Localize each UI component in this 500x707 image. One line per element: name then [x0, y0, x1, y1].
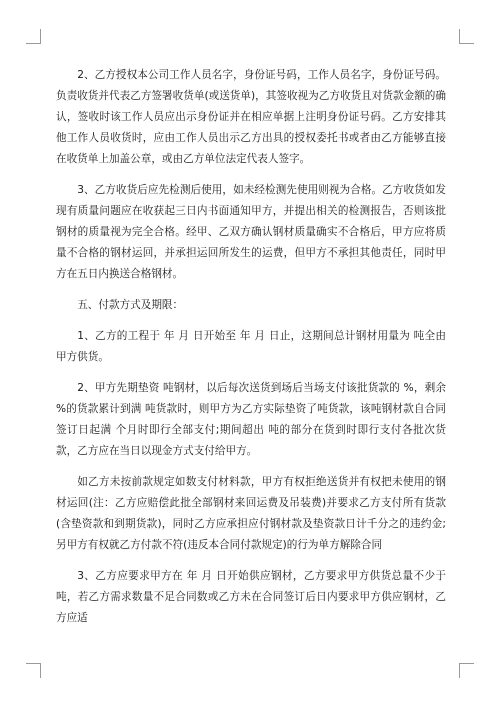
paragraph-advance-funding: 2、甲方先期垫资 吨钢材，以后每次送货到场后当场支付该批货款的 %，剩余 %的货款累计到满 吨货款时，则甲方为乙方实际垫资了吨货款，该吨钢材款自合同签订日起满 个月时即行全部支付;期间超出 吨的部分在货到时即行支付各批次货款，乙方应在当日以现金方式支付给甲方。 [56, 382, 446, 457]
crop-mark-top-right [459, 29, 474, 44]
crop-mark-top-left [26, 29, 41, 44]
crop-mark-bottom-left [26, 663, 41, 678]
paragraph-payment-default: 如乙方未按前款规定如数支付材料款，甲方有权拒绝送货并有权把未使用的钢材运回(注：乙方应赔偿此批全部钢材来回运费及吊装费)并要求乙方支付所有货款(含垫资款和到期货款)，同时乙方应承担应付钢材款及垫资款日计千分之的违约金;另甲方有权就乙方付款不符(违反本合同付款规定)的行为单方解除合同 [56, 476, 446, 551]
section-heading-payment: 五、付款方式及期限： [77, 299, 184, 311]
document-body [56, 65, 446, 639]
paragraph-project-period: 1、乙方的工程于 年 月 日开始至 年 月 日止，这期间总计钢材用量为 吨全由甲方供货。 [56, 330, 446, 363]
paragraph-receiver-authorization: 2、乙方授权本公司工作人员名字，身份证号码，工作人员名字，身份证号码。负责收货并代表乙方签署收货单(或送货单)，其签收视为乙方收货且对货款金额的确认，签收时该工作人员应出示身份证并在相应单据上注明身份证号码。乙方安排其他工作人员收货时，应由工作人员出示乙方出具的授权委托书或者由乙方能够直接在收货单上加盖公章，或由乙方单位法定代表人签字。 [56, 69, 446, 165]
paragraph-quality-inspection: 3、乙方收货后应先检测后使用，如未经检测先使用则视为合格。乙方收货如发现有质量问题应在收获起三日内书面通知甲方，并提出相关的检测报告，否则该批钢材的质量视为完全合格。经甲、乙双方确认钢材质量确实不合格后，甲方应将质量不合格的钢材运回，并承担运回所发生的运费，但甲方不承担其他责任，同时甲方在五日内换送合格钢材。 [56, 184, 446, 280]
paragraph-supply-schedule: 3、乙方应要求甲方在 年 月 日开始供应钢材，乙方要求甲方供货总量不少于 吨，若乙方需求数量不足合同数或乙方未在合同签订后日内要求甲方供应钢材，乙方应适 [56, 570, 446, 624]
crop-mark-bottom-right [459, 663, 474, 678]
